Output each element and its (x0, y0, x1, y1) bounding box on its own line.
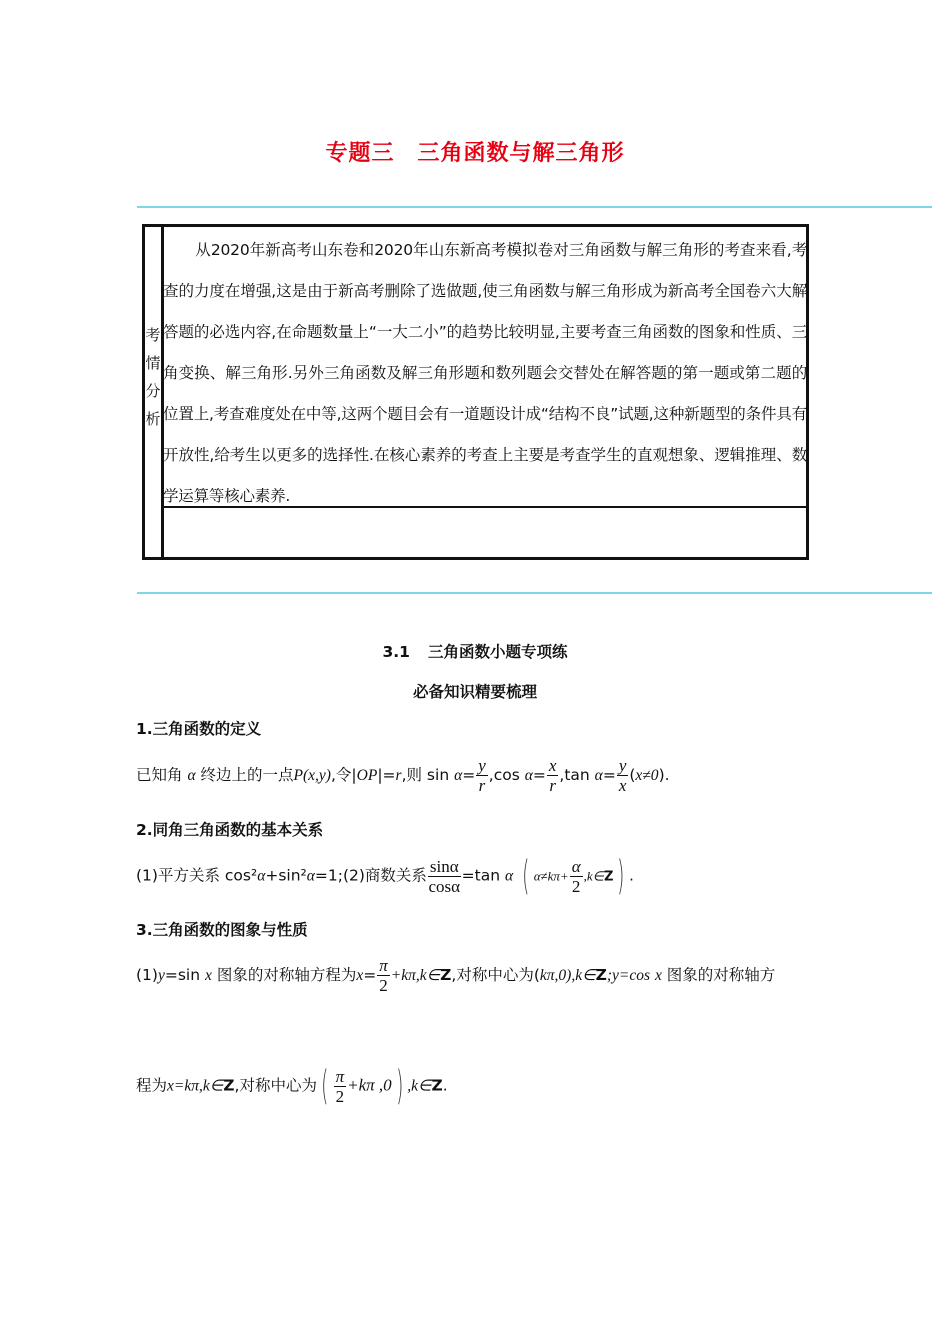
text: +sin² (265, 866, 307, 885)
left-paren: ( (522, 853, 530, 899)
heading-number: 2 (136, 821, 147, 839)
relation-line (136, 853, 634, 899)
heading-text: .三角函数的图象与性质 (146, 921, 308, 939)
numerator: π (379, 956, 388, 975)
numerator: sinα (429, 856, 459, 876)
text: =1;(2)商数关系 (314, 866, 427, 885)
side-char: 析 (145, 410, 161, 428)
alpha: α (187, 767, 196, 784)
text: =tan (461, 866, 501, 885)
side-char: 情 (145, 354, 161, 372)
text: |= (377, 766, 396, 784)
var: x (356, 967, 364, 984)
text: ,cos (488, 766, 520, 784)
denominator: r (478, 776, 486, 795)
heading-number: 3 (136, 921, 147, 939)
heading-1 (136, 717, 261, 739)
text: 终边上的一点 (200, 766, 294, 784)
analysis-text (163, 230, 807, 517)
numerator: π (335, 1066, 345, 1086)
text: (1) (136, 966, 158, 984)
expr: x=kπ,k∈ (167, 1077, 224, 1095)
bottom-divider (137, 592, 932, 594)
text: 程为 (136, 1076, 168, 1095)
fraction (377, 956, 390, 995)
text: 已知角 (136, 766, 183, 784)
subsection-heading: 必备知识精要梳理 (412, 683, 537, 701)
text: = (532, 766, 546, 784)
denominator: x (618, 776, 627, 795)
numerator: y (478, 756, 486, 775)
text: ,则 sin (401, 766, 450, 784)
expr: ,k∈ (407, 1077, 432, 1095)
graph-line-2 (136, 1063, 448, 1109)
fraction (428, 857, 461, 896)
var: x (205, 967, 212, 984)
text: = (602, 766, 616, 784)
text: ,对称中心为( (451, 966, 540, 984)
r: r (395, 767, 402, 784)
expr: kπ (539, 967, 555, 984)
text: =sin (164, 966, 201, 984)
top-divider (137, 206, 932, 208)
right-paren: ) (617, 853, 625, 899)
denominator: 2 (571, 876, 581, 896)
text: 图象的对称轴方程为 (216, 966, 357, 984)
side-label-column (145, 227, 164, 557)
text: 图象的对称轴方 (666, 966, 776, 984)
text: ( (629, 766, 636, 784)
graph-line-1 (136, 956, 775, 995)
op: OP (356, 767, 378, 784)
heading-text: .同角三角函数的基本关系 (146, 821, 324, 839)
integer-set: Z (440, 966, 452, 984)
side-char: 分 (145, 382, 161, 400)
fraction (476, 756, 488, 795)
fraction (570, 857, 583, 896)
expr: ;y=cos (606, 967, 650, 984)
point: P(x,y) (293, 767, 331, 784)
expr: +kπ ,0 (347, 1075, 392, 1095)
text: = (462, 766, 476, 784)
denominator: 2 (379, 976, 388, 995)
integer-set: Z (223, 1076, 235, 1095)
integer-set: Z (431, 1076, 443, 1095)
text: ,令| (330, 766, 357, 784)
section-title: 三角函数小题专项练 (427, 643, 568, 661)
fraction (617, 756, 629, 795)
expr: ,0),k∈ (554, 967, 596, 984)
section-heading (0, 640, 950, 662)
heading-3 (136, 918, 308, 940)
expr: +kπ,k∈ (390, 967, 441, 984)
text: ). (658, 766, 670, 784)
heading-2 (136, 818, 323, 840)
alpha: α (505, 867, 514, 885)
left-paren: ( (321, 1063, 329, 1109)
condition: α≠kπ+ (533, 868, 569, 884)
alpha: α (524, 767, 533, 784)
var: x (654, 967, 662, 984)
side-label (145, 321, 161, 433)
fraction (334, 1067, 347, 1106)
text: . (442, 1076, 448, 1095)
var: y (157, 967, 165, 984)
numerator: x (548, 756, 557, 775)
alpha: α (594, 767, 603, 784)
section-number: 3.1 (382, 643, 410, 661)
heading-text: .三角函数的定义 (146, 720, 262, 738)
numerator: α (571, 856, 581, 876)
condition: ,k∈ (583, 868, 604, 884)
denominator: r (549, 776, 556, 795)
denominator: 2 (335, 1086, 345, 1106)
text: = (363, 966, 377, 984)
text: . (629, 866, 634, 885)
condition: x≠0 (635, 767, 659, 784)
text: ,tan (559, 766, 590, 784)
text: ,对称中心为 (234, 1076, 317, 1095)
heading-number: 1 (136, 720, 147, 738)
integer-set: Z (604, 869, 614, 885)
page-title: 专题三 三角函数与解三角形 (325, 141, 625, 166)
definition-line (136, 756, 670, 795)
alpha: α (306, 867, 315, 885)
alpha: α (257, 867, 266, 885)
side-char: 考 (145, 326, 161, 344)
denominator: cosα (428, 876, 461, 896)
fraction (547, 756, 559, 795)
right-paren: ) (395, 1063, 403, 1109)
alpha: α (454, 767, 463, 784)
integer-set: Z (595, 966, 607, 984)
text: (1)平方关系 cos² (136, 866, 258, 885)
numerator: y (618, 756, 627, 775)
analysis-paragraph: 从2020年新高考山东卷和2020年山东新高考模拟卷对三角函数与解三角形的考查来看,考查的力度在增强,这是由于新高考删除了选做题,使三角函数与解三角形成为新高考全国卷六大解答题的必选内容,在命题数量上“一大二小”的趋势比较明显,主要考查三角函数的图象和性质、三角变换、解三角形.另外三角函数及解三角形题和数列题会交替处在解答题的第一题或第二题的位置上,考查难度处在中等,这两个题目会有一道题设计成“结构不良”试题,这种新题型的条件具有开放性,给考生以更多的选择性.在核心素养的考查上主要是考查学生的直观想象、逻辑推理、数学运算等核心素养. (163, 241, 807, 505)
